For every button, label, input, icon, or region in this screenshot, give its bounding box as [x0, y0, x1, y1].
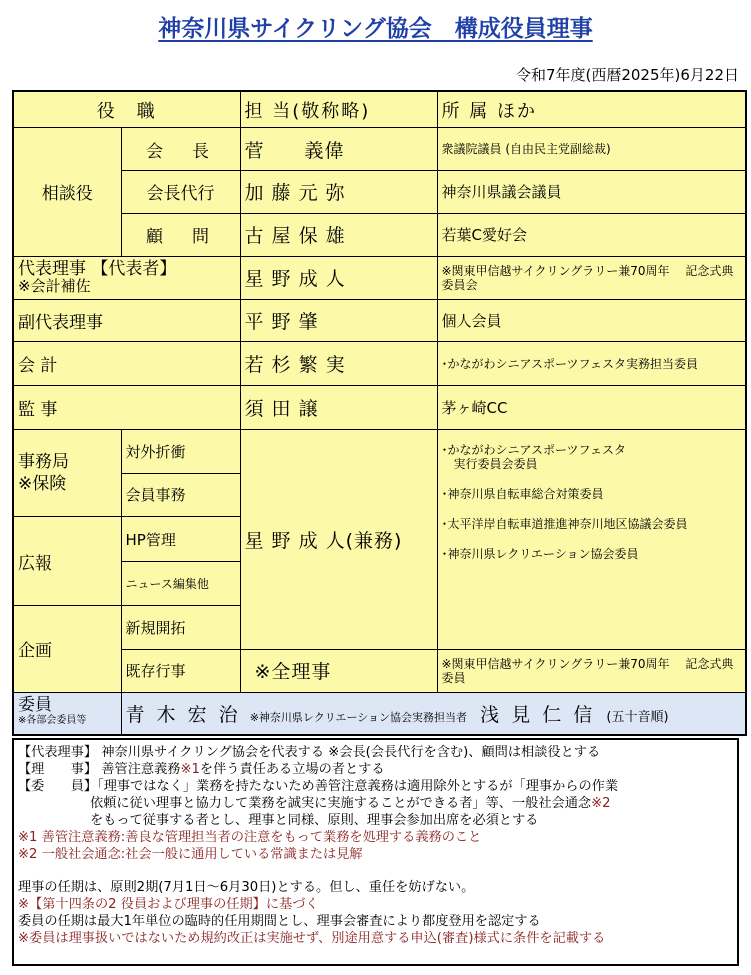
iin-role	[13, 692, 121, 735]
document-date: 令和7年度(西暦2025年)6月22日	[515, 66, 739, 84]
table-row	[13, 300, 746, 342]
header-role: 役 職	[13, 91, 240, 128]
person-name: 菅 義偉	[240, 128, 437, 171]
kenmu-affiliations	[437, 429, 746, 649]
table-row	[13, 256, 746, 300]
affiliation: 茅ヶ崎CC	[437, 385, 746, 429]
role-label: 会長代行	[121, 170, 240, 213]
affiliation: ･かながわシニアスポーツフェスタ実務担当委員	[437, 342, 746, 386]
note-line: ※2 一般社会通念:社会一般に通用している常識または見解	[18, 847, 363, 862]
kenmu-person-name: 星 野 成 人(兼務)	[240, 429, 437, 649]
member-note: (五十音順)	[606, 709, 669, 725]
table-row	[13, 128, 746, 171]
header-affiliation: 所 属 ほか	[437, 91, 746, 128]
member-note: ※神奈川県レクリエーション協会実務担当者	[249, 710, 468, 724]
jimu-group-label: 事務局 ※保険	[13, 429, 121, 517]
sodan-group-label: 相談役	[13, 128, 121, 256]
affiliation: ※関東甲信越サイクリングラリー兼70周年 記念式典委員	[437, 649, 746, 692]
sub-role-label: 既存行事	[121, 649, 240, 692]
role-note: ※会計補佐	[18, 276, 91, 295]
role-label: 代表理事 【代表者】	[18, 258, 177, 279]
affiliation: 個人会員	[437, 300, 746, 342]
table-row	[13, 649, 746, 692]
note-line: ※1 善管注意義務:善良な管理担当者の注意をもって業務を処理する義務のこと	[18, 830, 482, 845]
footer-notes	[12, 738, 739, 966]
note-line: 【代表理事】 神奈川県サイクリング協会を代表する ※会長(会長代行を含む)、顧問は相談役とする	[18, 745, 601, 760]
koho-group-label: 広報	[13, 517, 121, 606]
iin-members	[121, 692, 746, 735]
table-row	[13, 429, 746, 473]
person-name: 若 杉 繁 実	[240, 342, 437, 386]
sub-role-label: 対外折衝	[121, 429, 240, 473]
role-label: 会 計	[13, 342, 240, 386]
affiliation: ※関東甲信越サイクリングラリー兼70周年 記念式典委員会	[437, 256, 746, 300]
role-label: 会 長	[121, 128, 240, 171]
person-name: 平 野 肇	[240, 300, 437, 342]
affiliation: 若葉C愛好会	[437, 213, 746, 256]
table-row	[13, 170, 746, 213]
header-person: 担 当(敬称略)	[240, 91, 437, 128]
iin-row	[13, 692, 746, 735]
list-item: ･かながわシニアスポーツフェスタ 実行委員会委員	[441, 442, 626, 471]
role-label: 監 事	[13, 385, 240, 429]
list-item: ･神奈川県レクリエーション協会委員	[441, 546, 639, 561]
role-label: 顧 問	[121, 213, 240, 256]
sub-role-label: 新規開拓	[121, 606, 240, 650]
table-row	[13, 342, 746, 386]
person-name: 古 屋 保 雄	[240, 213, 437, 256]
affiliation: 神奈川県議会議員	[437, 170, 746, 213]
person-name: 星 野 成 人	[240, 256, 437, 300]
note-line: 委員の任期は最大1年単位の臨時的任用期間とし、理事会審査により都度登用を認定する	[18, 914, 541, 929]
list-item: ･神奈川県自転車総合対策委員	[441, 486, 604, 501]
sub-role-label: ニュース編集他	[121, 562, 240, 606]
role-label: 委員	[18, 695, 52, 716]
person-name: 須 田 譲	[240, 385, 437, 429]
member-name: 青 木 宏 治	[125, 703, 241, 726]
role-note: ※各部会委員等	[18, 715, 87, 727]
sub-role-label: 会員事務	[121, 473, 240, 517]
role-label: 副代表理事	[13, 300, 240, 342]
member-name: 浅 見 仁 信	[480, 703, 596, 726]
kikaku-group-label: 企画	[13, 606, 121, 693]
daihyo-role	[13, 256, 240, 300]
note-line: 【委 員】「理事ではなく」業務を持たないため善管注意義務は適用除外とするが「理事からの作業	[18, 779, 619, 794]
page-title: 神奈川県サイクリング協会 構成役員理事	[158, 16, 593, 42]
header-row	[13, 91, 746, 128]
note-line: 依頼に従い理事と協力して業務を誠実に実施することができる者」等、一般社会通念※2	[90, 796, 611, 811]
note-line: ※【第十四条の2 役員および理事の任期】に基づく	[18, 897, 319, 912]
note-line: 【理 事】 善管注意義務※1を伴う責任ある立場の者とする	[18, 762, 385, 777]
person-name: 加 藤 元 弥	[240, 170, 437, 213]
list-item: ･太平洋岸自転車道推進神奈川地区協議会委員	[441, 516, 688, 531]
all-directors-label: ※全理事	[240, 649, 437, 692]
table-row	[13, 385, 746, 429]
note-line: 理事の任期は、原則2期(7月1日～6月30日)とする。但し、重任を妨げない。	[18, 880, 475, 895]
sub-role-label: HP管理	[121, 517, 240, 562]
table-row	[13, 213, 746, 256]
note-line: ※委員は理事扱いではないため規約改正は実施せず、別途用意する申込(審査)様式に条件を記載する	[18, 931, 606, 946]
affiliation: 衆議院議員 (自由民主党副総裁)	[437, 128, 746, 171]
roster-table	[12, 90, 747, 736]
note-line: をもって従事する者とし、理事と同様、原則、理事会参加出席を必須とする	[90, 813, 539, 828]
